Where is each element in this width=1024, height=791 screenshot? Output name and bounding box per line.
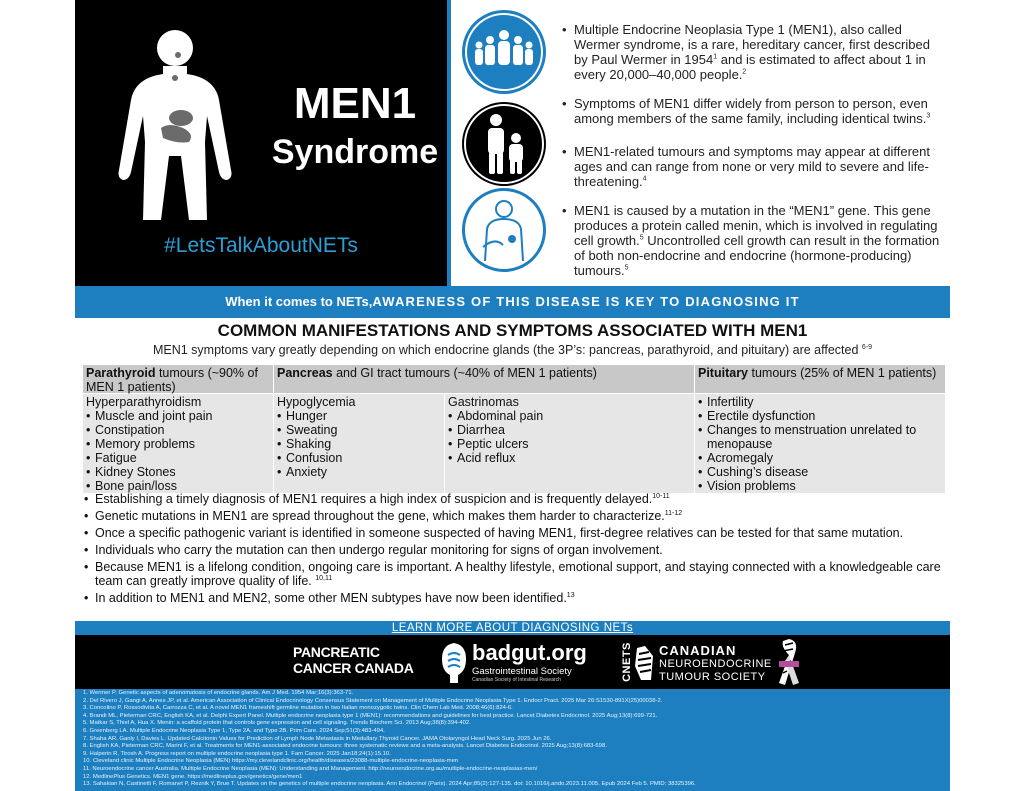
symptom-item: • Infertility: [698, 395, 942, 409]
symptom-item: • Fatigue: [86, 451, 270, 465]
parathyroid-header: Parathyroid tumours (~90% of MEN 1 patients): [83, 365, 273, 393]
badgut-stomach-icon: [440, 641, 468, 685]
symptom-item: • Confusion: [277, 451, 441, 465]
fact-item: • Once a specific pathogenic variant is identified in someone suspected of having MEN1, first-degree relatives can be tested for that same mutation.: [84, 526, 944, 540]
awareness-banner: When it comes to NETs,AWARENESS OF THIS DISEASE IS KEY TO DIAGNOSING IT: [75, 286, 950, 318]
intro-item: • Multiple Endocrine Neoplasia Type 1 (MEN1), also called Wermer syndrome, is a rare, hereditary cancer, first described by Paul Wermer in 1954$^1$ and is estimated to affect about 1 in every 20,000–40,000 people.$^2$: [562, 22, 942, 82]
symptom-item: • Erectile dysfunction: [698, 409, 942, 423]
gastrinomas-cell: Gastrinomas • Abdominal pain • Diarrhea • Peptic ulcers • Acid reflux: [445, 394, 694, 493]
symptom-item: • Shaking: [277, 437, 441, 451]
partner-logos: [75, 635, 950, 689]
hero-title-line1: MEN1: [293, 79, 417, 128]
reference-item: 5. Matkar S, Thiel A, Hua X. Menin: a scaffold protein that controls gene expression and cell signaling. Trends Biochem Sci. 2013 Aug;38(8):394-402.: [83, 720, 471, 727]
human-body-icon: [103, 20, 253, 220]
reference-item: 7. Shaha AR, Ganly I, Davies L. Updated Calcitonin Values for Prediction of Lymph Node Metastasis in Medullary Thyroid Cancer. JAMA Otolaryngol Head Neck Surg. 2025 Jun 26.: [83, 735, 552, 742]
symptom-item: • Muscle and joint pain: [86, 409, 270, 423]
section-title: COMMON MANIFESTATIONS AND SYMPTOMS ASSOCIATED WITH MEN1: [217, 321, 808, 340]
symptom-item: • Acid reflux: [448, 451, 691, 465]
facts-list: [84, 492, 944, 608]
reference-item: 10. Cleveland clinic Multiple Endocrine Neoplasia (MEN) https://my.clevelandclinic.org/health/diseases/23088-multiple-endocrine-neoplasia-men: [83, 758, 459, 765]
parathyroid-cell: Hyperparathyroidism • Muscle and joint pain • Constipation • Memory problems • Fatigue • Kidney Stones • Bone pain/loss: [83, 394, 273, 493]
hero-panel: [75, 0, 447, 286]
hero-title-line2: Syndrome: [271, 133, 439, 171]
pancreas-header: Pancreas and GI tract tumours (~40% of MEN 1 patients): [274, 365, 694, 393]
reference-item: 3. Concolino P, Rossodivita A, Carrozza C, et al. A novel MEN1 frameshift germline mutation in two Italian monozygotic twins. Clin Chem Lab Med. 2008;46(6):824-6.: [83, 705, 513, 712]
hashtag: #LetsTalkAboutNETs: [164, 234, 358, 257]
intro-item: • Symptoms of MEN1 differ widely from person to person, even among members of the same family, including identical twins.$^3$: [562, 96, 942, 126]
intro-item: • MEN1 is caused by a mutation in the “MEN1” gene. This gene produces a protein called menin, which is involved in regulating cell growth.$^5$ Uncontrolled cell growth can result in the formation of both non-endocrine and endocrine (hormone-producing) tumours.$^5$: [562, 203, 942, 278]
reference-item: 1. Wermer P. Genetic aspects of adenomatosis of endocrine glands. Am J Med. 1954 Mar;16(3):363-71.: [83, 690, 354, 696]
intro-list: [562, 22, 942, 290]
fact-item: • Genetic mutations in MEN1 are spread throughout the gene, which makes them harder to characterize.$^{11-12}$: [84, 509, 944, 523]
reference-item: 13. Sahakian N, Castinetti F, Romanet P, Reznik Y, Brue T. Updates on the genetics of multiple endocrine neoplasia. Ann Endocrinol (Paris). 2024 Apr;85(2):127-135. doi: 10.1016/j.ando.2023.11.005. Epub 2024 Feb 5. PMID: 38325396.: [83, 781, 696, 788]
pituitary-header: Pituitary tumours (25% of MEN 1 patients): [695, 365, 945, 393]
symptom-item: • Cushing’s disease: [698, 465, 942, 479]
symptom-item: • Acromegaly: [698, 451, 942, 465]
symptom-item: • Abdominal pain: [448, 409, 691, 423]
hero-divider: [447, 0, 451, 286]
references: [75, 689, 950, 791]
fact-item: • Because MEN1 is a lifelong condition, ongoing care is important. A healthy lifestyle, emotional support, and staying connected with a knowledgeable care team can greatly improve quality of life. $^{10,11}$: [84, 560, 944, 588]
hero-title: [265, 78, 445, 174]
symptom-item: • Anxiety: [277, 465, 441, 479]
symptom-item: • Peptic ulcers: [448, 437, 691, 451]
reference-item: 6. Greenberg LA. Multiple Endocrine Neoplasia Type 1, Type 2A, and Type 2B. Prim Care. 2024 Sep;51(3):483-494.: [83, 727, 385, 734]
symptom-item: • Constipation: [86, 423, 270, 437]
hypoglycemia-cell: Hypoglycemia • Hunger • Sweating • Shaking • Confusion • Anxiety: [274, 394, 444, 493]
learn-more-link[interactable]: LEARN MORE ABOUT DIAGNOSING NETs: [75, 621, 950, 635]
intro-item: • MEN1-related tumours and symptoms may appear at different ages and can range from none or very mild to severe and life-threatening.$^4$: [562, 144, 942, 189]
badgut-logo[interactable]: badgut.org Gastrointestinal Society Canadian Society of Intestinal Research: [440, 641, 580, 685]
reference-item: 11. Neuroendocrine cancer Australia. Multiple Endocrine Neoplasia (MEN): Understanding and Management. http://neuroendocrine.org.au/multiple-endocrine-neoplasias-men/: [83, 765, 538, 772]
body-scan-icon: [462, 188, 546, 272]
pancreatic-cancer-canada-logo[interactable]: PANCREATIC CANCER CANADA: [293, 644, 414, 676]
fact-item: • In addition to MEN1 and MEN2, some other MEN subtypes have now been identified.$^{13}$: [84, 591, 944, 605]
symptom-item: • Diarrhea: [448, 423, 691, 437]
symptoms-table: [83, 365, 945, 493]
symptom-item: • Kidney Stones: [86, 465, 270, 479]
reference-item: 12. MedlinePlus Genetics. MEN1 gene. https://medlineplus.gov/genetics/gene/men1: [83, 773, 303, 780]
symptom-item: • Hunger: [277, 409, 441, 423]
symptom-item: • Vision problems: [698, 479, 942, 493]
symptom-item: • Bone pain/loss: [86, 479, 270, 493]
reference-item: 4. Brandi ML, Pieterman CRC, English KA, et al. Delphi Expert Panel. Multiple endocrine neoplasia type 1 (MEN1): recommendations and guidelines for best practice. Lancet Diabetes Endocrinol. 2025 Aug;13(8):699-721.: [83, 712, 658, 719]
symptom-item: • Memory problems: [86, 437, 270, 451]
reference-item: 8. English KA, Pieterman CRC, Marini F, et al. Treatments for MEN1-associated endocrine tumours: three systematic reviews and a meta-analysis. Lancet Diabetes Endocrinol. 2025 Aug;13(8):683-698.: [83, 743, 607, 750]
cnets-logo[interactable]: CNETS CANADIAN NEUROENDOCRINE TUMOUR SOCIETY: [620, 642, 772, 683]
reference-item: 9. Halperin R, Tirosh A. Progress report on multiple endocrine neoplasia type 1. Fam Cancer. 2025 Jan18;24(1):15.10.: [83, 750, 391, 757]
reference-item: 2. Del Rivero J, Gangi A, Annes JP, et al. American Association of Clinical Endocrinology Consensus Statement on Management of Multiple Endocrine Neoplasia Type 1. Endocr Pract. 2025 Mar 26:S1530-891X(25)00038-2.: [83, 697, 663, 704]
fact-item: • Individuals who carry the mutation can then undergo regular monitoring for signs of organ involvement.: [84, 543, 944, 557]
zebra-head-icon: [633, 646, 655, 682]
zebra-ribbon-icon: [777, 637, 801, 687]
symptom-item: • Changes to menstruation unrelated to menopause: [698, 423, 942, 451]
fact-item: • Establishing a timely diagnosis of MEN1 requires a high index of suspicion and is frequently delayed.$^{10-11}$: [84, 492, 944, 506]
family-group-icon: [462, 10, 546, 94]
symptom-item: • Sweating: [277, 423, 441, 437]
section-subtitle: MEN1 symptoms vary greatly depending on which endocrine glands (the 3P’s: pancreas, parathyroid, and pituitary) are affected $^{6-9}$: [152, 343, 873, 357]
pituitary-cell: [695, 394, 945, 493]
parent-child-icon: [462, 102, 546, 186]
